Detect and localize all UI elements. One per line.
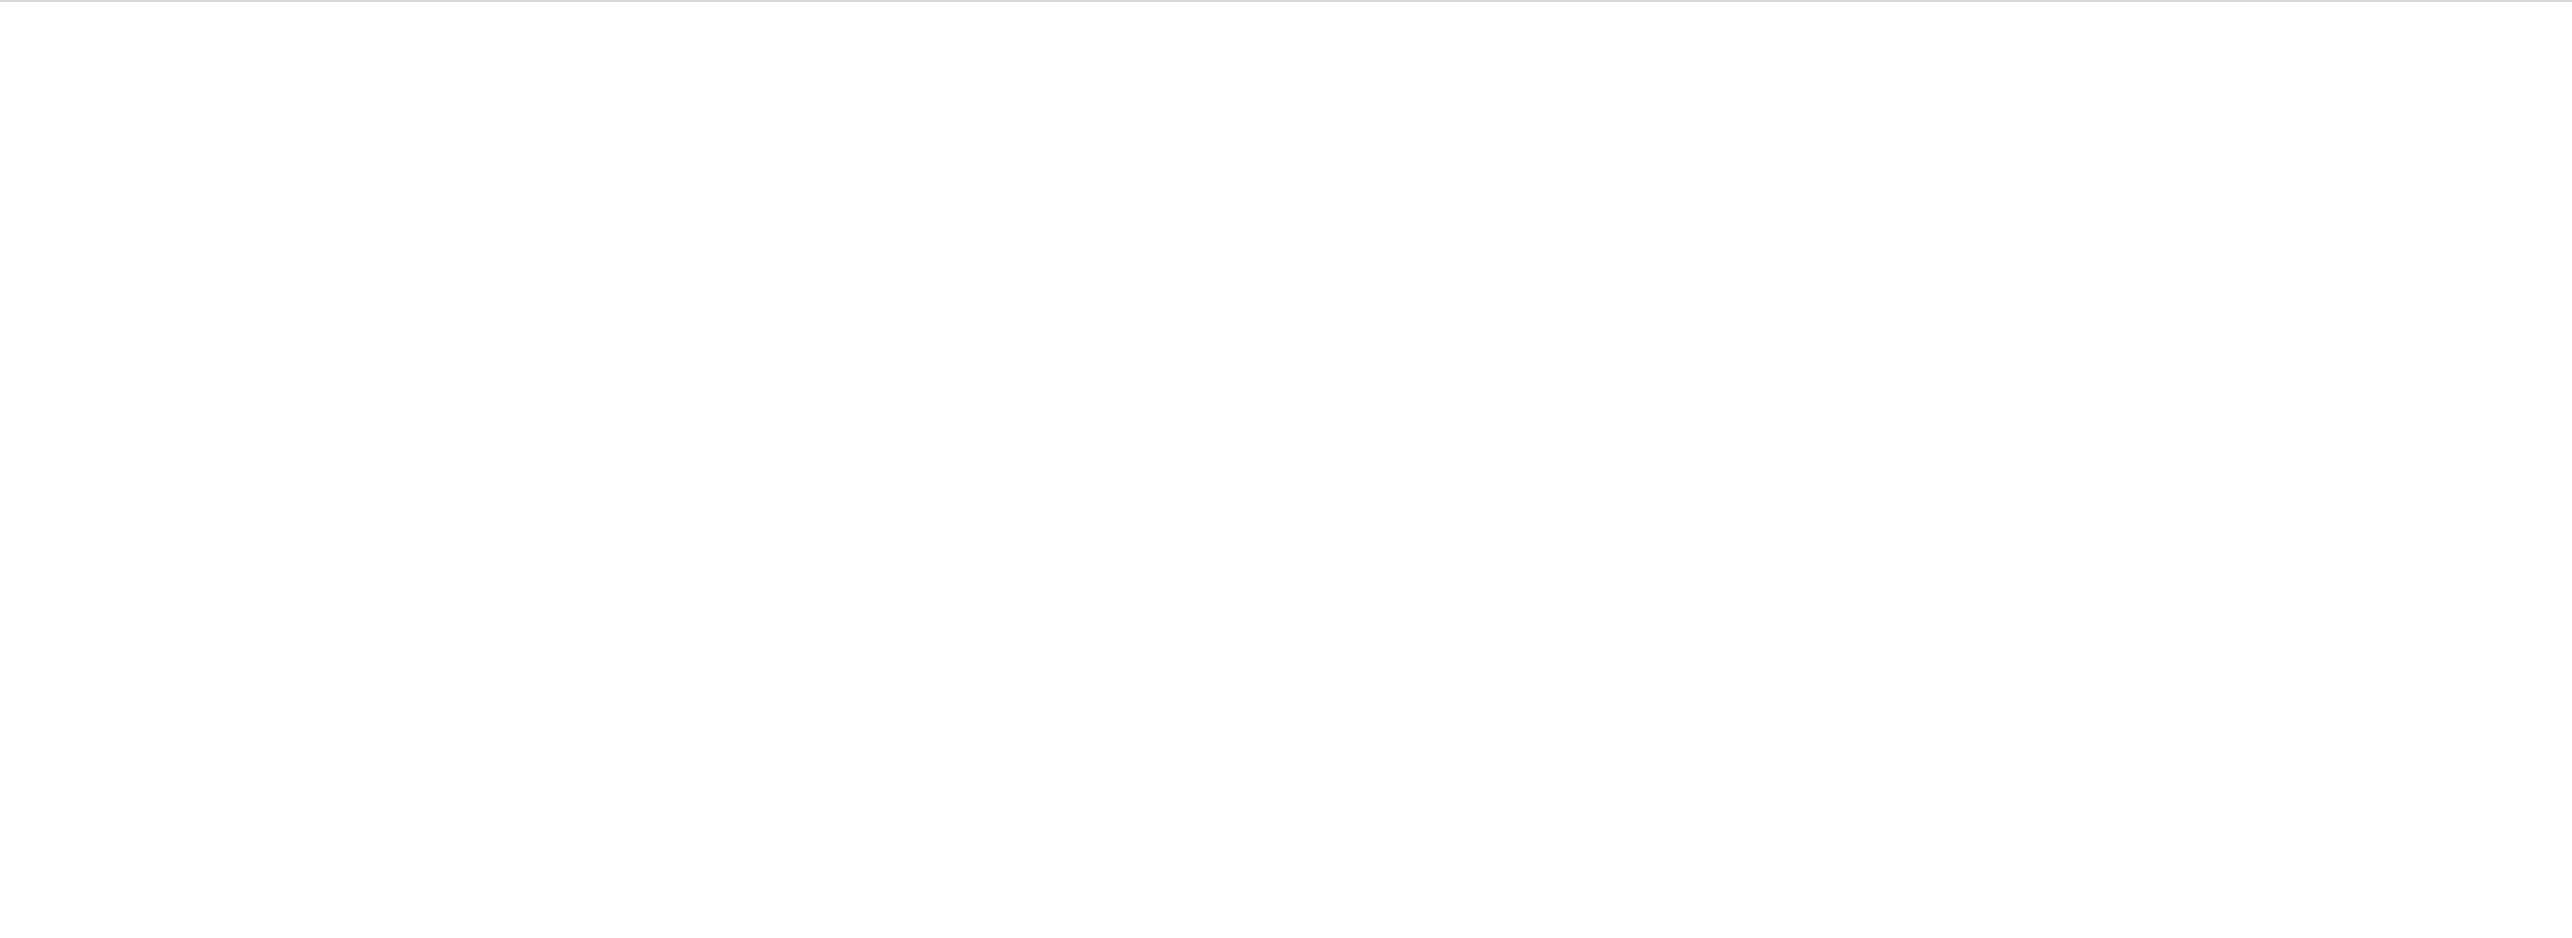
leaderboard-table xyxy=(0,55,2572,915)
top-border xyxy=(0,0,2572,2)
